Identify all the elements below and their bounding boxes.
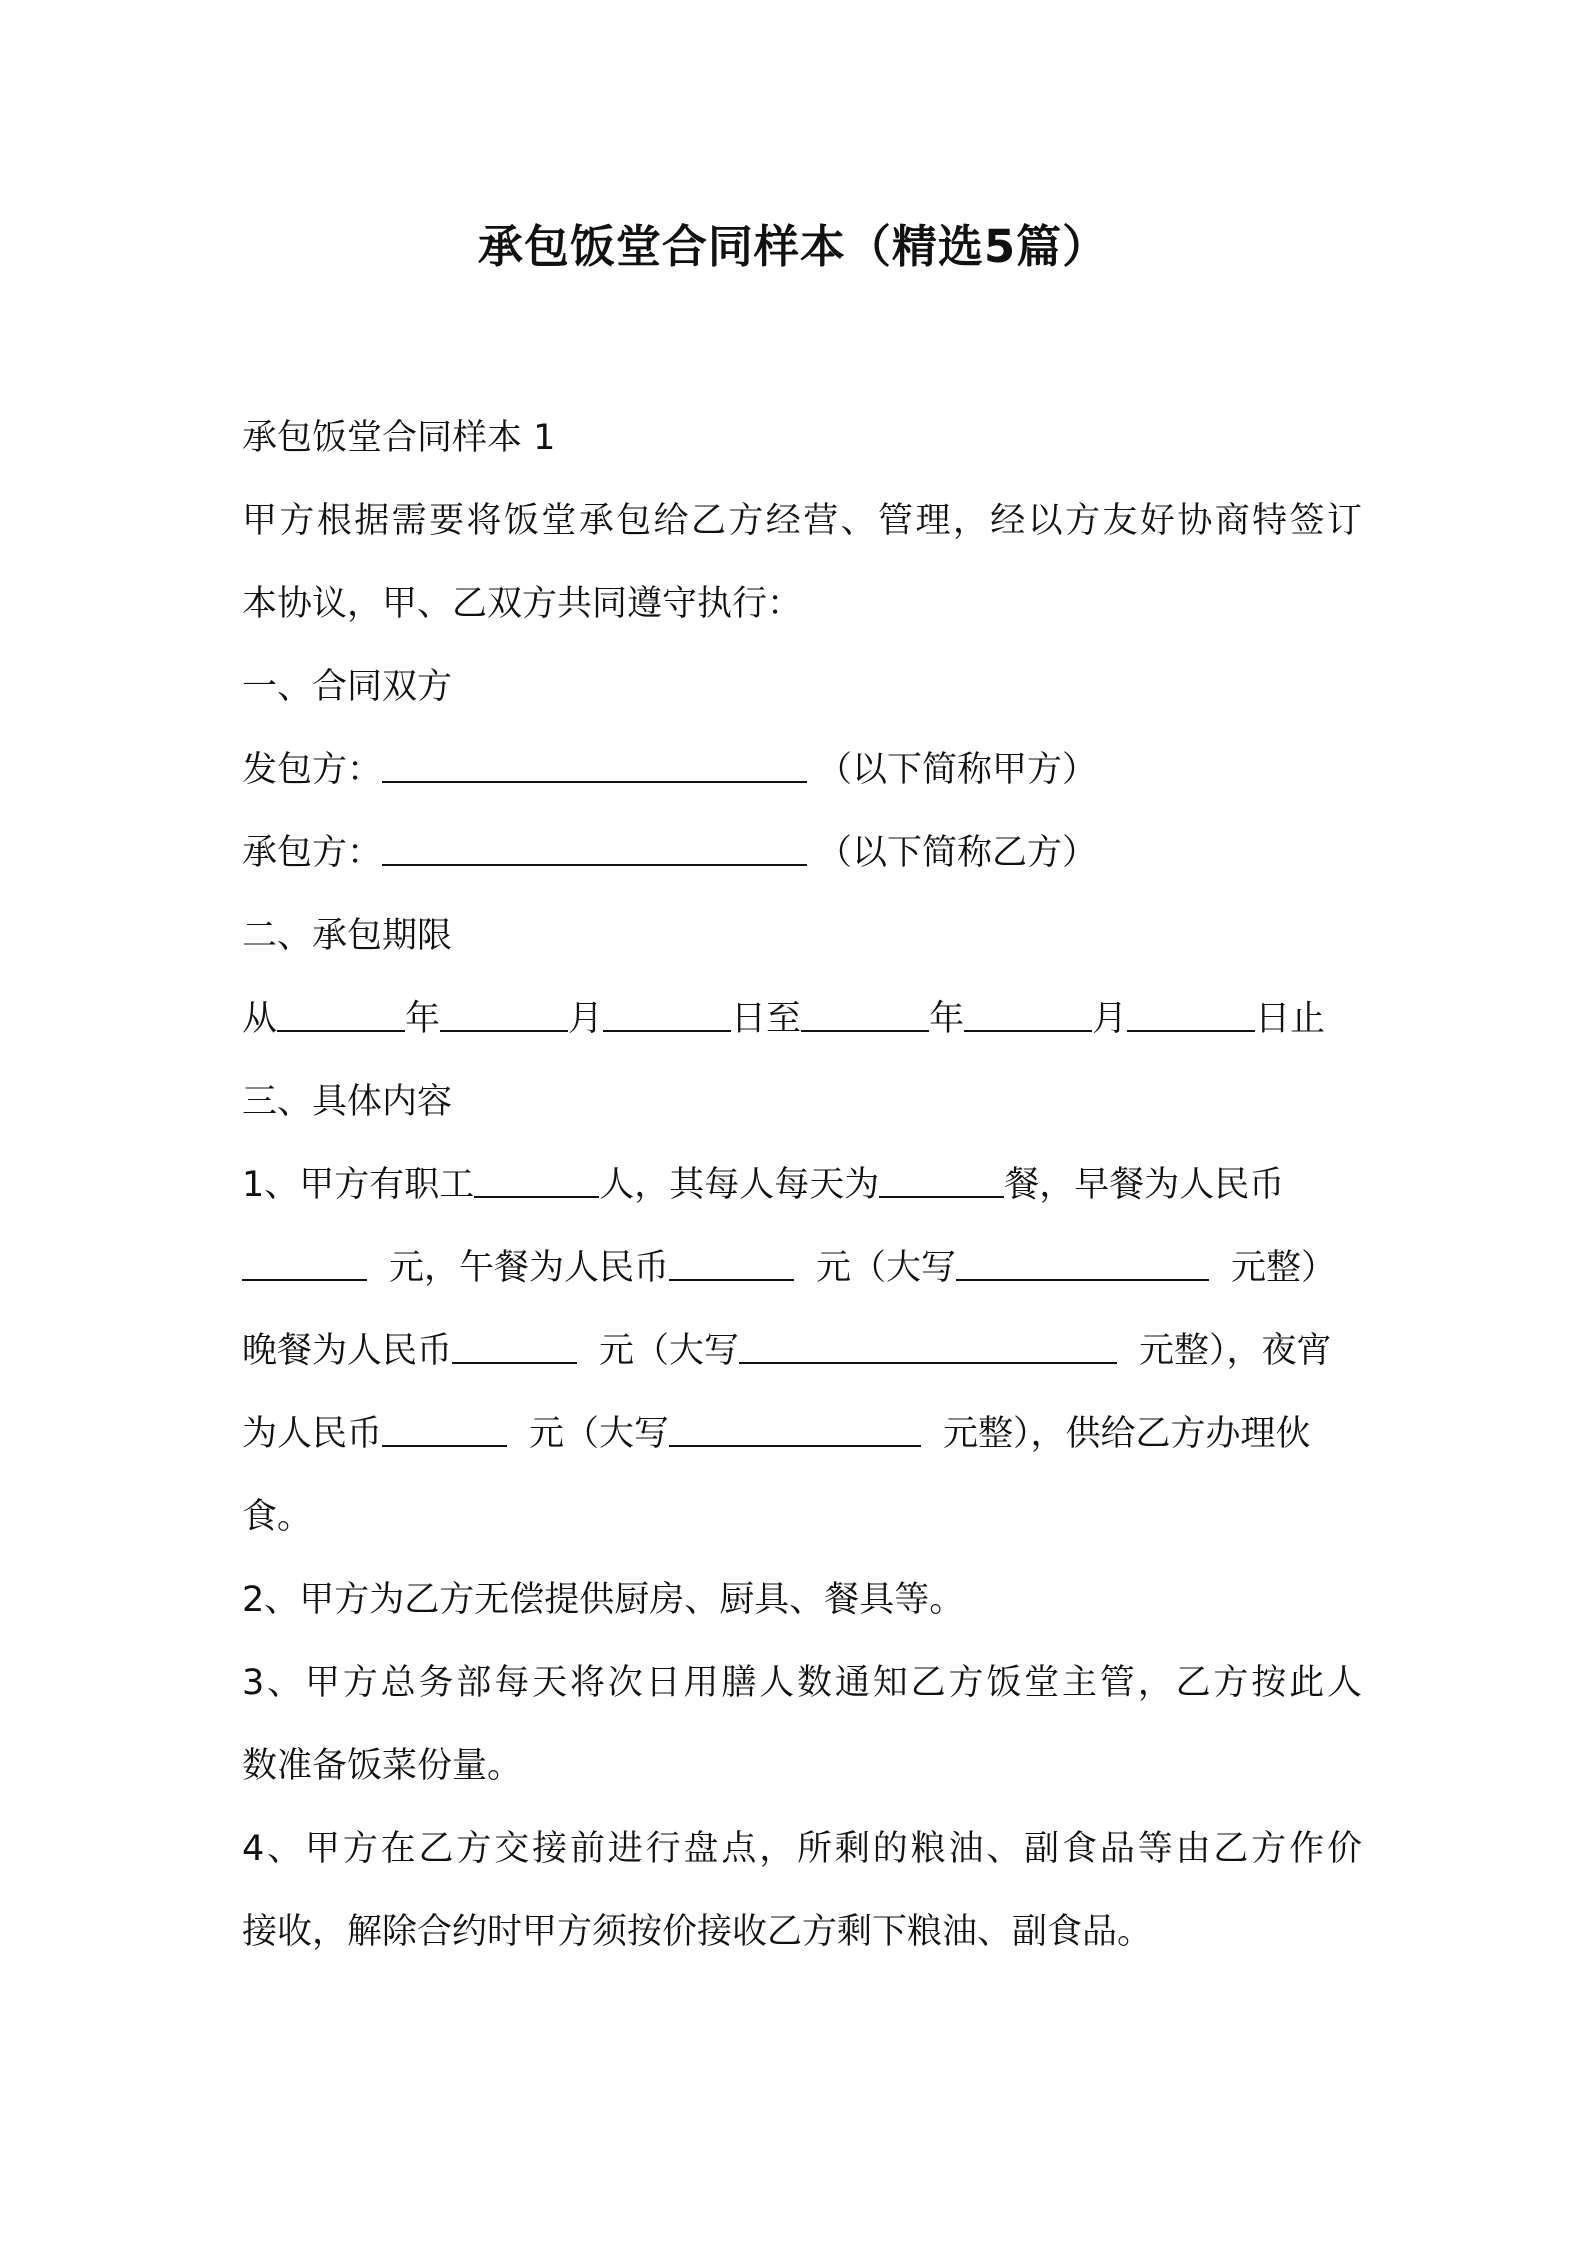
term-date-row bbox=[242, 991, 1362, 1047]
dinner-price-blank bbox=[452, 1332, 577, 1364]
item1-line-5: 食。 bbox=[242, 1497, 313, 1537]
item1-text: 为人民币 bbox=[242, 1414, 383, 1454]
start-day-blank bbox=[603, 1000, 731, 1032]
item1-text: 元（大写 bbox=[816, 1248, 957, 1288]
breakfast-price-blank bbox=[242, 1249, 367, 1281]
party-b-suffix: （以下简称乙方） bbox=[817, 833, 1098, 873]
party-a-row bbox=[242, 742, 1362, 798]
date-word: 日至 bbox=[731, 999, 802, 1039]
part1-heading: 一、合同双方 bbox=[242, 667, 453, 707]
item1-text: 元（大写 bbox=[599, 1331, 740, 1371]
date-word: 月 bbox=[568, 999, 604, 1039]
end-day-blank bbox=[1127, 1000, 1255, 1032]
meals-per-day-blank bbox=[879, 1166, 1004, 1198]
intro-line-1: 甲方根据需要将饭堂承包给乙方经营、管理，经以方友好协商特签订 bbox=[242, 501, 1362, 541]
start-month-blank bbox=[440, 1000, 568, 1032]
date-word: 月 bbox=[1092, 999, 1128, 1039]
item1-text: 1、甲方有职工 bbox=[242, 1165, 475, 1205]
party-b-blank bbox=[382, 834, 807, 866]
item1-text: 元（大写 bbox=[529, 1414, 670, 1454]
supper-price-blank bbox=[382, 1415, 507, 1447]
document-title: 承包饭堂合同样本（精选5篇） bbox=[477, 220, 1109, 273]
item1-text: 餐，早餐为人民币 bbox=[1004, 1165, 1285, 1205]
start-year-blank bbox=[277, 1000, 405, 1032]
lunch-price-blank bbox=[669, 1249, 794, 1281]
item1-line-4 bbox=[242, 1406, 1362, 1462]
item4-line-2: 接收，解除合约时甲方须按价接收乙方剩下粮油、副食品。 bbox=[242, 1912, 1153, 1952]
part2-heading: 二、承包期限 bbox=[242, 916, 453, 956]
item1-text: 晚餐为人民币 bbox=[242, 1331, 453, 1371]
dinner-price-words-blank bbox=[739, 1332, 1117, 1364]
date-word: 日止 bbox=[1255, 999, 1326, 1039]
item1-line-1 bbox=[242, 1157, 1362, 1213]
item3-line-2: 数准备饭菜份量。 bbox=[242, 1746, 523, 1786]
lunch-price-words-blank bbox=[956, 1249, 1209, 1281]
staff-count-blank bbox=[474, 1166, 599, 1198]
item2: 2、甲方为乙方无偿提供厨房、厨具、餐具等。 bbox=[242, 1580, 965, 1620]
item1-text: 元整），供给乙方办理伙 bbox=[943, 1414, 1311, 1454]
item1-text: 元整） bbox=[1231, 1248, 1337, 1288]
party-a-label: 发包方： bbox=[242, 750, 383, 790]
party-a-blank bbox=[382, 751, 807, 783]
item1-line-3 bbox=[242, 1323, 1362, 1379]
party-b-row bbox=[242, 825, 1362, 881]
item1-text: 元整），夜宵 bbox=[1139, 1331, 1332, 1371]
end-month-blank bbox=[964, 1000, 1092, 1032]
date-word: 从 bbox=[242, 999, 278, 1039]
party-a-suffix: （以下简称甲方） bbox=[817, 750, 1098, 790]
date-word: 年 bbox=[405, 999, 441, 1039]
item1-text: 人，其每人每天为 bbox=[599, 1165, 880, 1205]
part3-heading: 三、具体内容 bbox=[242, 1082, 453, 1122]
item1-text: 元，午餐为人民币 bbox=[389, 1248, 670, 1288]
item3-line-1: 3、甲方总务部每天将次日用膳人数通知乙方饭堂主管，乙方按此人 bbox=[242, 1663, 1362, 1703]
item4-line-1: 4、甲方在乙方交接前进行盘点，所剩的粮油、副食品等由乙方作价 bbox=[242, 1829, 1362, 1869]
intro-line-2: 本协议，甲、乙双方共同遵守执行： bbox=[242, 584, 803, 624]
date-word: 年 bbox=[929, 999, 965, 1039]
end-year-blank bbox=[801, 1000, 929, 1032]
supper-price-words-blank bbox=[669, 1415, 921, 1447]
party-b-label: 承包方： bbox=[242, 833, 383, 873]
section-heading: 承包饭堂合同样本 1 bbox=[242, 418, 556, 458]
item1-line-2 bbox=[242, 1240, 1362, 1296]
